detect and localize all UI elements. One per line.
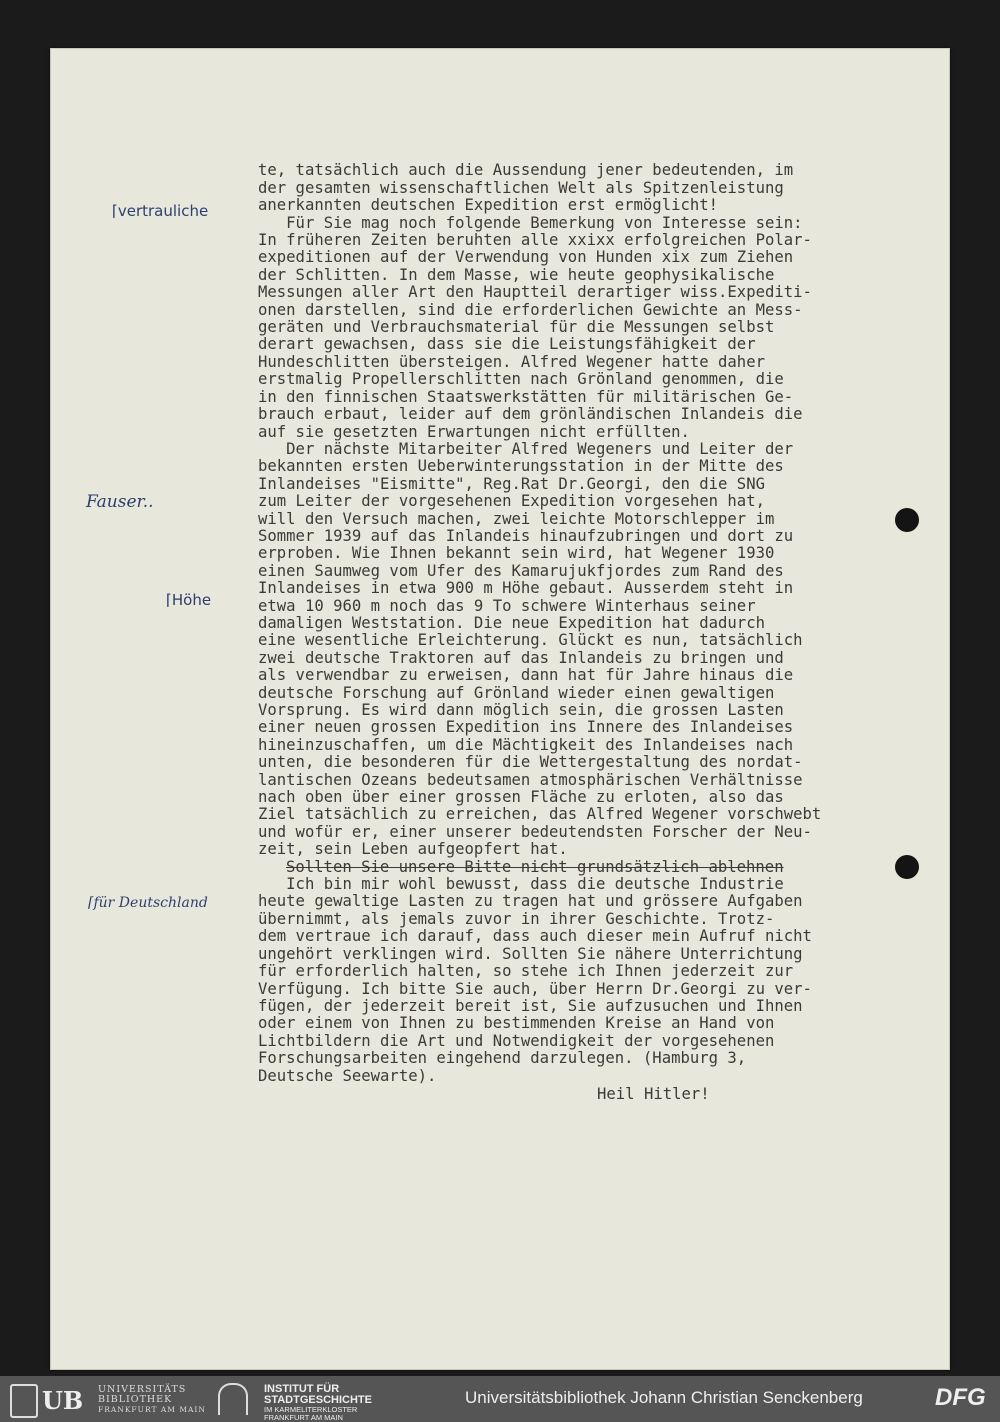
text-line: Der nächste Mitarbeiter Alfred Wegeners und Leiter der	[258, 439, 794, 458]
margin-note-text: Höhe	[171, 591, 212, 609]
margin-note-fuer-deutschland: ⌈für Deutschland	[88, 895, 208, 911]
institute-text	[264, 1384, 372, 1422]
text-line: zeit, sein Leben aufgeopfert hat.	[258, 840, 568, 859]
text-line: Forschungsarbeiten eingehend darzulegen. (Hamburg 3,	[258, 1049, 747, 1068]
paragraph-4	[258, 876, 908, 1085]
inst-line-4: FRANKFURT AM MAIN	[264, 1413, 343, 1422]
text-line: Deutsche Seewarte).	[258, 1066, 437, 1085]
text-line: anerkannten deutschen Expedition erst ermöglicht!	[258, 196, 719, 215]
text-line: Vorsprung. Es wird dann möglich sein, die grossen Lasten	[258, 701, 784, 719]
text-line: Ziel tatsächlich zu erreichen, das Alfred Wegener vorschwebt	[258, 805, 822, 824]
text-line: Für Sie mag noch folgende Bemerkung von Interesse sein:	[258, 213, 803, 232]
inst-line-3: IM KARMELITERKLOSTER	[264, 1405, 358, 1414]
text-line: und wofür er, einer unserer bedeutendsten Forscher der Neu-	[258, 822, 812, 841]
text-line: der Schlitten. In dem Masse, wie heute geophysikalische	[258, 265, 775, 284]
closing: Heil Hitler!	[597, 1085, 710, 1103]
library-title: Universitätsbibliothek Johann Christian Senckenberg	[465, 1388, 863, 1407]
text-line: nach oben über einer grossen Fläche zu erloten, also das	[258, 788, 784, 807]
text-line: Inlandeises in etwa 900 m Höhe gebaut. Ausserdem steht in	[258, 579, 794, 598]
text-line: In früheren Zeiten beruhten alle xxixx erfolgreichen Polar-	[258, 231, 812, 250]
paragraph-2	[258, 215, 908, 441]
text-line: onen darstellen, sind die erforderlichen Gewichte an Mess-	[258, 300, 803, 319]
text-line: Lichtbildern die Art und Notwendigkeit der vorgesehenen	[258, 1031, 775, 1050]
text-line: für erforderlich halten, so stehe ich Ihnen jederzeit zur	[258, 962, 794, 981]
struck-line: Sollten Sie unsere Bitte nicht grundsätzlich ablehnen	[286, 857, 784, 876]
text-line: Verfügung. Ich bitte Sie auch, über Herrn Dr.Georgi zu ver-	[258, 979, 812, 998]
text-line: te, tatsächlich auch die Aussendung jener bedeutenden, im	[258, 161, 794, 180]
ub-line-1: UNIVERSITÄTS	[98, 1384, 187, 1395]
margin-note-fauser: Fauser..	[86, 492, 154, 512]
text-line: der gesamten wissenschaftlichen Welt als Spitzenleistung	[258, 178, 784, 197]
text-line: zum Leiter der vorgesehenen Expedition vorgesehen hat,	[258, 492, 765, 511]
text-line: etwa 10 960 m noch das 9 To schwere Winterhaus seiner	[258, 596, 756, 615]
text-line: unten, die besonderen für die Wettergestaltung des nordat-	[258, 753, 803, 772]
text-line: derart gewachsen, dass sie die Leistungsfähigkeit der	[258, 335, 756, 354]
text-line: Hundeschlitten übersteigen. Alfred Wegener hatte daher	[258, 352, 765, 371]
ub-logo-icon	[10, 1384, 38, 1418]
inst-line-1: INSTITUT FÜR	[264, 1383, 340, 1395]
letter-body	[258, 145, 908, 1102]
text-line: bekannten ersten Ueberwinterungsstation in der Mitte des	[258, 457, 784, 476]
text-line: erproben. Wie Ihnen bekannt sein wird, hat Wegener 1930	[258, 544, 775, 563]
institute-arch-icon	[218, 1383, 248, 1415]
text-line: heute gewaltige Lasten zu tragen hat und grössere Aufgaben	[258, 892, 803, 911]
text-line: zwei deutsche Traktoren auf das Inlandeis zu bringen und	[258, 648, 784, 667]
text-line: einen Saumweg vom Ufer des Kamarujukfjordes zum Rand des	[258, 561, 784, 580]
ub-mark: UB	[42, 1386, 84, 1415]
text-line: fügen, der jederzeit bereit ist, Sie aufzusuchen und Ihnen	[258, 996, 803, 1015]
text-line: brauch erbaut, leider auf dem grönländischen Inlandeis die	[258, 405, 803, 424]
text-line: hineinzuschaffen, um die Mächtigkeit des Inlandeises nach	[258, 735, 794, 754]
text-line: in den finnischen Staatswerkstätten für militärischen Ge-	[258, 387, 794, 406]
punch-hole-bottom	[895, 855, 919, 879]
text-line: Ich bin mir wohl bewusst, dass die deutsche Industrie	[258, 875, 784, 894]
margin-note-text: vertrauliche	[117, 202, 209, 220]
paragraph-1	[258, 162, 908, 214]
text-line: auf sie gesetzten Erwartungen nicht erfüllten.	[258, 422, 690, 441]
paragraph-3	[258, 441, 908, 859]
text-line: expeditionen auf der Verwendung von Hunden xix zum Ziehen	[258, 248, 794, 267]
text-line: eine wesentliche Erleichterung. Glückt es nun, tatsächlich	[258, 631, 803, 650]
text-line: einer neuen grossen Expedition ins Innere des Inlandeises	[258, 718, 794, 737]
text-line: ungehört verklingen wird. Sollten Sie nähere Unterrichtung	[258, 944, 803, 963]
text-line: will den Versuch machen, zwei leichte Motorschlepper im	[258, 509, 775, 528]
text-line: damaligen Weststation. Die neue Expedition hat dadurch	[258, 613, 765, 632]
ub-line-3: FRANKFURT AM MAIN	[98, 1405, 206, 1414]
text-line: oder einem von Ihnen zu bestimmenden Kreise an Hand von	[258, 1014, 775, 1033]
margin-note-text: für Deutschland	[93, 895, 208, 911]
text-line: erstmalig Propellerschlitten nach Grönland genommen, die	[258, 370, 784, 389]
footer-bar	[0, 1376, 1000, 1422]
text-line: Messungen aller Art den Hauptteil derartiger wiss.Expediti-	[258, 283, 812, 302]
text-line: Inlandeises "Eismitte", Reg.Rat Dr.Georgi, den die SNG	[258, 474, 765, 493]
ub-text	[98, 1385, 206, 1415]
text-line: deutsche Forschung auf Grönland wieder einen gewaltigen	[258, 683, 775, 702]
punch-hole-top	[895, 508, 919, 532]
ub-line-2: BIBLIOTHEK	[98, 1394, 173, 1405]
text-line: Sommer 1939 auf das Inlandeis hinaufzubringen und dort zu	[258, 526, 794, 545]
margin-note-hoehe: ⌈Höhe	[166, 591, 212, 609]
margin-note-vertrauliche: ⌈vertrauliche	[112, 202, 209, 220]
text-line: übernimmt, als jemals zuvor in ihrer Geschichte. Trotz-	[258, 909, 775, 928]
text-line: geräten und Verbrauchsmaterial für die Messungen selbst	[258, 318, 775, 337]
dfg-logo: DFG	[935, 1384, 986, 1411]
inst-line-2: STADTGESCHICHTE	[264, 1394, 372, 1406]
text-line: als verwendbar zu erweisen, dann hat für Jahre hinaus die	[258, 666, 794, 685]
text-line: dem vertraue ich darauf, dass auch dieser mein Aufruf nicht	[258, 927, 812, 946]
text-line: lantischen Ozeans bedeutsamen atmosphärischen Verhältnisse	[258, 770, 803, 789]
